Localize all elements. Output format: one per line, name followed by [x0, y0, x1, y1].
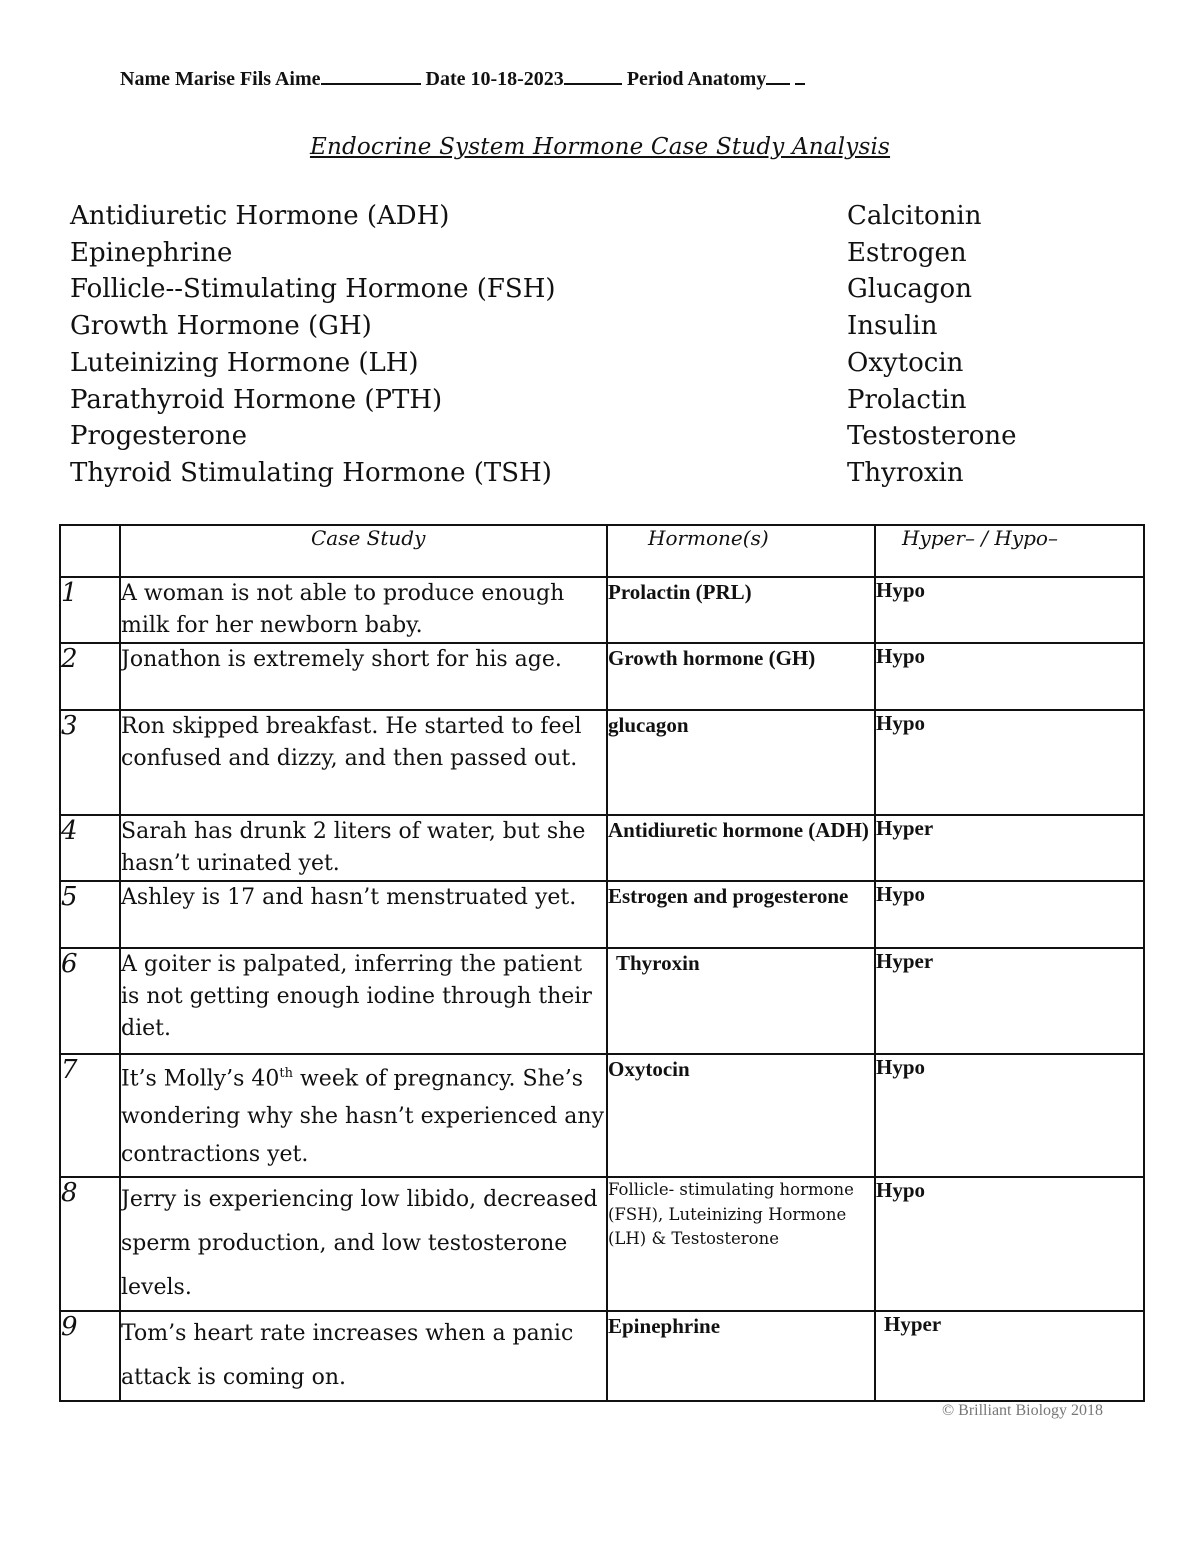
table-header-row: [60, 525, 1144, 577]
hormone-bank-item: Calcitonin: [847, 201, 982, 231]
hormone-bank-right: [847, 198, 1017, 492]
hormone-bank-item: Estrogen: [847, 237, 967, 268]
hormone-answer[interactable]: glucagon: [607, 710, 875, 815]
hormone-bank-item: Prolactin: [847, 384, 967, 415]
hormone-bank-item: Thyroxin: [847, 457, 964, 488]
hyper-hypo-answer[interactable]: Hyper: [875, 815, 1144, 881]
hormone-bank-item: Luteinizing Hormone (LH): [70, 347, 419, 378]
hyper-hypo-answer[interactable]: Hypo: [875, 881, 1144, 948]
table-row: [60, 881, 1144, 948]
row-number: 8: [60, 1177, 120, 1311]
table-row: [60, 643, 1144, 710]
table-row: [60, 815, 1144, 881]
hyper-hypo-answer[interactable]: Hypo: [875, 1054, 1144, 1177]
hyper-hypo-answer[interactable]: Hypo: [875, 577, 1144, 643]
hyper-hypo-answer[interactable]: Hyper: [875, 948, 1144, 1054]
hormone-bank-item: Antidiuretic Hormone (ADH): [70, 201, 450, 231]
date-blank: [564, 69, 622, 85]
case-study-table: [59, 524, 1145, 1402]
case-text: A woman is not able to produce enough milk for her newborn baby.: [120, 577, 607, 643]
row-number: 2: [60, 643, 120, 710]
period-blank: [766, 69, 790, 85]
hormone-bank-item: Parathyroid Hormone (PTH): [70, 384, 443, 415]
case-text: Ron skipped breakfast. He started to feel confused and dizzy, and then passed out.: [120, 710, 607, 815]
row-number: 1: [60, 577, 120, 643]
period-field[interactable]: Period Anatomy: [626, 68, 767, 90]
hormone-answer[interactable]: Prolactin (PRL): [607, 577, 875, 643]
hormone-bank-item: Growth Hormone (GH): [70, 311, 372, 342]
hormone-answer[interactable]: Estrogen and progesterone: [607, 881, 875, 948]
hormone-bank-item: Insulin: [847, 311, 938, 342]
hormone-answer[interactable]: Antidiuretic hormone (ADH): [607, 815, 875, 881]
hormone-bank-item: Glucagon: [847, 274, 972, 305]
header-number: [60, 525, 120, 577]
case-text: A goiter is palpated, inferring the patient is not getting enough iodine through their diet.: [120, 948, 607, 1054]
copyright-notice: © Brilliant Biology 2018: [942, 1402, 1104, 1419]
hormone-bank-item: Epinephrine: [70, 237, 233, 268]
table-row: [60, 1054, 1144, 1177]
header-case-study: Case Study: [120, 525, 607, 577]
case-text: [120, 1054, 607, 1177]
hormone-bank-item: Testosterone: [847, 421, 1017, 452]
name-field[interactable]: Name Marise Fils Aime: [120, 68, 321, 90]
hormone-answer[interactable]: Follicle- stimulating hormone (FSH), Luteinizing Hormone (LH) & Testosterone: [607, 1177, 875, 1311]
hormone-bank-left: [70, 198, 556, 492]
row-number: 3: [60, 710, 120, 815]
page-title: Endocrine System Hormone Case Study Analysis: [309, 134, 891, 160]
row-number: 9: [60, 1311, 120, 1401]
hormone-bank-item: Follicle--Stimulating Hormone (FSH): [70, 274, 556, 305]
student-info-header: [120, 68, 1020, 91]
row-number: 6: [60, 948, 120, 1054]
superscript: th: [279, 1066, 293, 1081]
table-row: [60, 710, 1144, 815]
hormone-answer[interactable]: Growth hormone (GH): [607, 643, 875, 710]
table-row: [60, 1177, 1144, 1311]
hormone-bank-item: Progesterone: [70, 421, 247, 452]
date-field[interactable]: Date 10-18-2023: [425, 68, 564, 90]
table-row: [60, 948, 1144, 1054]
hyper-hypo-answer[interactable]: Hypo: [875, 1177, 1144, 1311]
header-hyper-hypo: Hyper– / Hypo–: [875, 525, 1144, 577]
case-text: Sarah has drunk 2 liters of water, but she hasn’t urinated yet.: [120, 815, 607, 881]
hyper-hypo-answer[interactable]: Hyper: [875, 1311, 1144, 1401]
hormone-bank-item: Thyroid Stimulating Hormone (TSH): [70, 457, 552, 488]
case-text: Ashley is 17 and hasn’t menstruated yet.: [120, 881, 607, 948]
hormone-answer[interactable]: Thyroxin: [607, 948, 875, 1054]
row-number: 4: [60, 815, 120, 881]
hyper-hypo-answer[interactable]: Hypo: [875, 643, 1144, 710]
table-row: [60, 577, 1144, 643]
row-number: 7: [60, 1054, 120, 1177]
period-blank-2: [795, 69, 805, 85]
hyper-hypo-answer[interactable]: Hypo: [875, 710, 1144, 815]
hormone-answer[interactable]: Epinephrine: [607, 1311, 875, 1401]
header-hormones: Hormone(s): [607, 525, 875, 577]
hormone-bank-item: Oxytocin: [847, 347, 964, 378]
hormone-answer[interactable]: Oxytocin: [607, 1054, 875, 1177]
case-text: Jerry is experiencing low libido, decreased sperm production, and low testosterone levels.: [120, 1177, 607, 1311]
name-blank: [321, 69, 421, 85]
case-text: Jonathon is extremely short for his age.: [120, 643, 607, 710]
table-row: [60, 1311, 1144, 1401]
case-text: Tom’s heart rate increases when a panic attack is coming on.: [120, 1311, 607, 1401]
case-text-part: week of pregnancy. She’s wondering why she hasn’t experienced any contractions yet.: [121, 1066, 605, 1168]
row-number: 5: [60, 881, 120, 948]
case-text-part: It’s Molly’s 40: [121, 1066, 280, 1092]
